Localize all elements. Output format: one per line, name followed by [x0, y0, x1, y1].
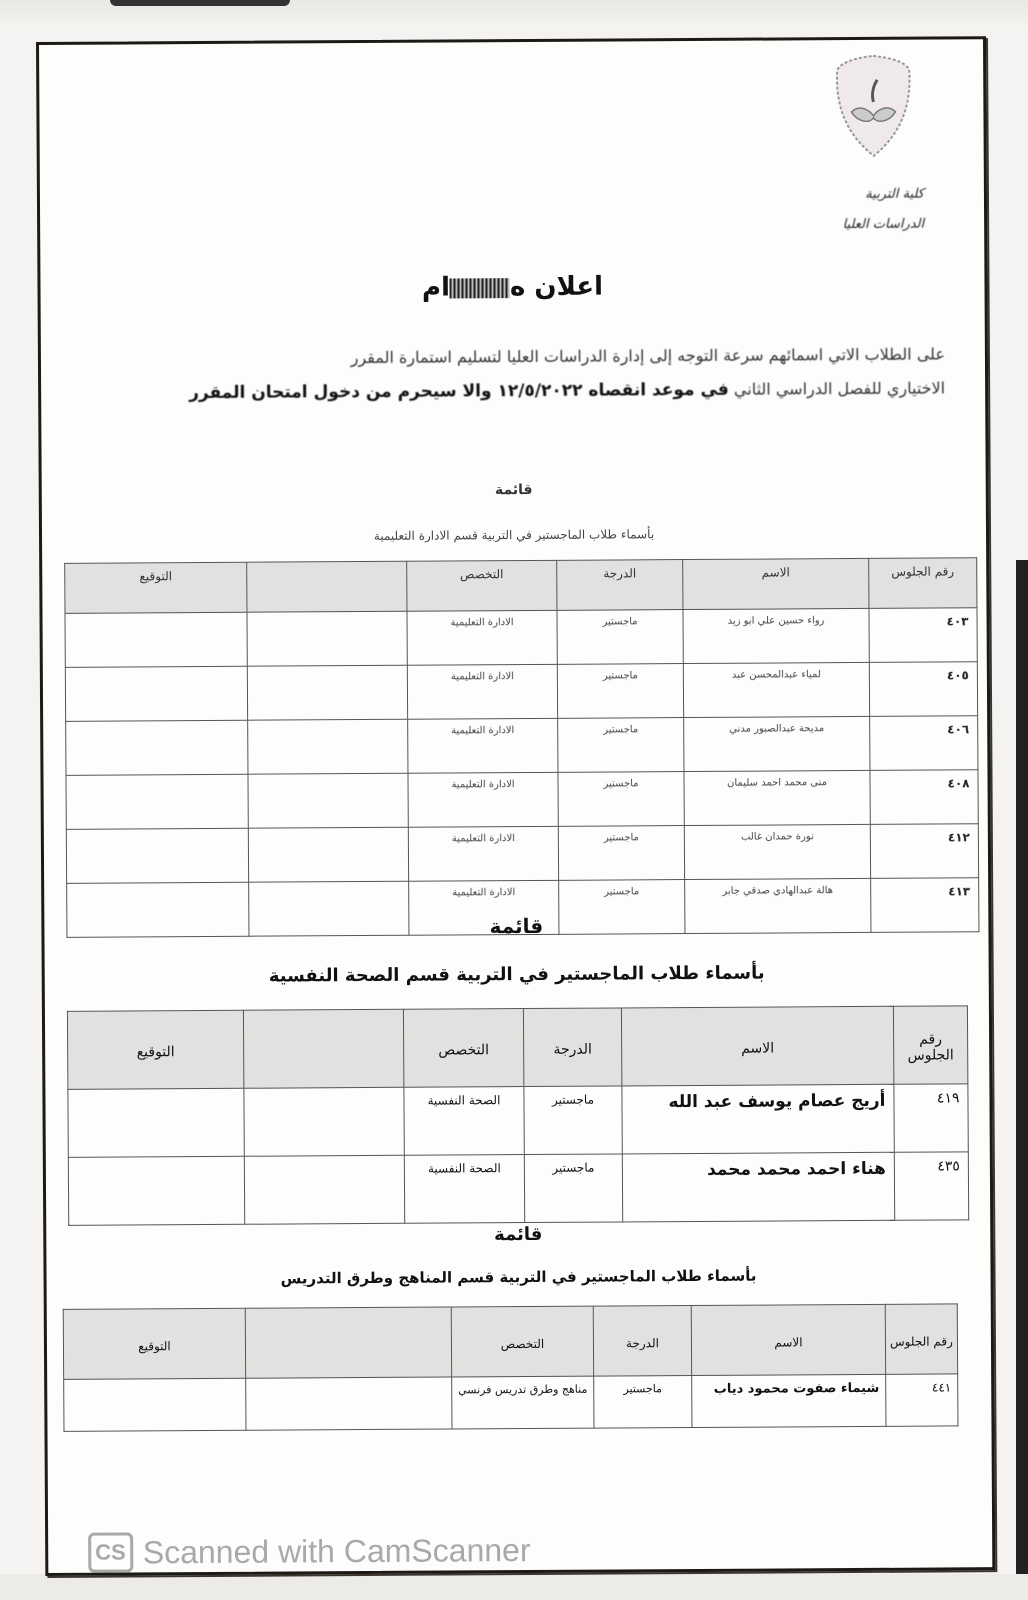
title-elongation [450, 278, 510, 298]
col-name: الاسم [621, 1006, 893, 1086]
list-2-table [67, 1005, 969, 1225]
student-name: أريج عصام يوسف عبد الله [622, 1084, 894, 1154]
signature-cell[interactable] [65, 612, 247, 667]
col-signature: التوقيع [63, 1308, 245, 1379]
degree: ماجستير [524, 1086, 622, 1155]
list-1-table [64, 557, 979, 938]
faculty-name: كلية التربية [865, 186, 924, 202]
camscanner-logo-icon: CS [88, 1532, 133, 1572]
student-name: لمياء عبدالمحسن عبد [683, 662, 869, 717]
col-seat: رقم الجلوس [869, 558, 977, 609]
col-specialty: التخصص [407, 560, 557, 611]
col-degree: الدرجة [557, 560, 683, 611]
announcement-body [161, 337, 945, 410]
title-suffix: ام [421, 272, 451, 303]
blank-cell [247, 665, 407, 720]
table-row [68, 1084, 968, 1157]
col-degree: الدرجة [593, 1306, 691, 1377]
col-blank [247, 561, 407, 612]
col-degree: الدرجة [523, 1008, 621, 1087]
department-name: الدراسات العليا [842, 216, 925, 233]
seat-number: ٤٠٦ [870, 716, 978, 771]
student-name: نورة حمدان غالب [684, 824, 870, 879]
title-prefix: اعلان ه [509, 271, 604, 303]
table-header-row [63, 1304, 957, 1379]
seat-number: ٤٤١ [886, 1374, 958, 1426]
col-name: الاسم [683, 558, 869, 609]
col-specialty: التخصص [403, 1009, 523, 1088]
faculty-header [842, 180, 924, 240]
blank-cell [248, 827, 408, 882]
col-specialty: التخصص [451, 1306, 593, 1377]
blank-cell [244, 1155, 404, 1224]
list-3-subtitle: بأسماء طلاب الماجستير في التربية قسم المناهج وطرق التدريس [280, 1266, 757, 1288]
seat-number: ٤١٢ [870, 824, 978, 879]
degree: ماجستير [559, 880, 685, 935]
student-name: شيماء صفوت محمود دياب [692, 1374, 886, 1427]
signature-cell[interactable] [66, 828, 248, 883]
signature-cell[interactable] [66, 774, 248, 829]
degree: ماجستير [594, 1376, 692, 1429]
camscanner-watermark [88, 1530, 531, 1573]
paper-bottom-edge [0, 1574, 1028, 1600]
list-3-table [63, 1303, 959, 1431]
student-name: رواء حسين علي ابو زيد [683, 608, 869, 663]
signature-cell[interactable] [68, 1156, 244, 1225]
signature-cell[interactable] [68, 1088, 244, 1157]
university-logo-icon [833, 52, 914, 160]
col-blank [245, 1307, 451, 1378]
degree: ماجستير [557, 664, 683, 719]
degree: ماجستير [558, 718, 684, 773]
seat-number: ٤١٩ [894, 1084, 968, 1152]
seat-number: ٤٠٥ [869, 662, 977, 717]
specialty: مناهج وطرق تدريس فرنسي [452, 1376, 594, 1429]
list-1-subtitle: بأسماء طلاب الماجستير في التربية قسم الادارة التعليمية [373, 527, 655, 543]
specialty: الادارة التعليمية [408, 826, 558, 881]
specialty: الادارة التعليمية [409, 880, 559, 935]
col-signature: التوقيع [67, 1010, 243, 1089]
student-name: هناء احمد محمد محمد [622, 1152, 894, 1222]
table-row [66, 770, 978, 830]
body-line-2 [161, 371, 945, 410]
blank-cell [247, 611, 407, 666]
degree: ماجستير [557, 610, 683, 665]
seat-number: ٤١٣ [871, 878, 979, 933]
col-seat: رقم الجلوس [885, 1304, 957, 1374]
body-line-1: على الطلاب الاتي اسمائهم سرعة التوجه إلى إدارة الدراسات العليا لتسليم استمارة المقرر [350, 344, 945, 368]
deadline-notice: في موعد انقصاه ١٢/٥/٢٠٢٢ والا سيحرم من دخول امتحان المقرر [189, 379, 729, 404]
specialty: الصحة النفسية [404, 1155, 524, 1224]
seat-number: ٤٠٣ [869, 608, 977, 663]
blank-cell [246, 1377, 452, 1430]
degree: ماجستير [558, 826, 684, 881]
blank-cell [248, 773, 408, 828]
seat-number: ٤٣٥ [894, 1152, 968, 1220]
watermark-text: Scanned with CamScanner [142, 1531, 531, 1570]
table-row [68, 1152, 968, 1225]
list-2-subtitle: بأسماء طلاب الماجستير في التربية قسم الصحة النفسية [268, 962, 765, 987]
signature-cell[interactable] [64, 1378, 246, 1431]
list-2-heading: قائمة [489, 913, 544, 939]
signature-cell[interactable] [65, 666, 247, 721]
blank-cell [244, 1087, 404, 1156]
document-sheet [36, 36, 995, 1576]
student-name: هالة عبدالهادي صدقي جابر [685, 878, 871, 933]
ink-blot [110, 0, 290, 6]
specialty: الصحة النفسية [404, 1087, 524, 1156]
announcement-title [40, 269, 984, 305]
paper-top-edge [0, 0, 1028, 30]
list-1-heading: قائمة [494, 481, 533, 499]
table-row [65, 608, 977, 668]
seat-number: ٤٠٨ [870, 770, 978, 825]
signature-cell[interactable] [66, 720, 248, 775]
table-row [64, 1374, 958, 1431]
background-edge [1016, 560, 1028, 1600]
table-header-row [65, 558, 977, 614]
col-blank [243, 1009, 403, 1088]
student-name: منى محمد احمد سليمان [684, 770, 870, 825]
list-3-heading: قائمة [494, 1223, 543, 1246]
body-line-2-normal: الاختياري للفصل الدراسي الثاني [733, 378, 946, 399]
specialty: الادارة التعليمية [407, 610, 557, 665]
blank-cell [248, 719, 408, 774]
col-seat: رقم الجلوس [893, 1006, 967, 1084]
degree: ماجستير [524, 1154, 622, 1223]
table-row [66, 824, 978, 884]
table-row [66, 716, 978, 776]
col-signature: التوقيع [65, 562, 247, 613]
col-name: الاسم [691, 1304, 885, 1375]
table-header-row [67, 1006, 967, 1089]
specialty: الادارة التعليمية [408, 772, 558, 827]
table-row [65, 662, 977, 722]
specialty: الادارة التعليمية [408, 718, 558, 773]
student-name: مديحة عبدالصبور مدني [684, 716, 870, 771]
degree: ماجستير [558, 772, 684, 827]
specialty: الادارة التعليمية [407, 664, 557, 719]
